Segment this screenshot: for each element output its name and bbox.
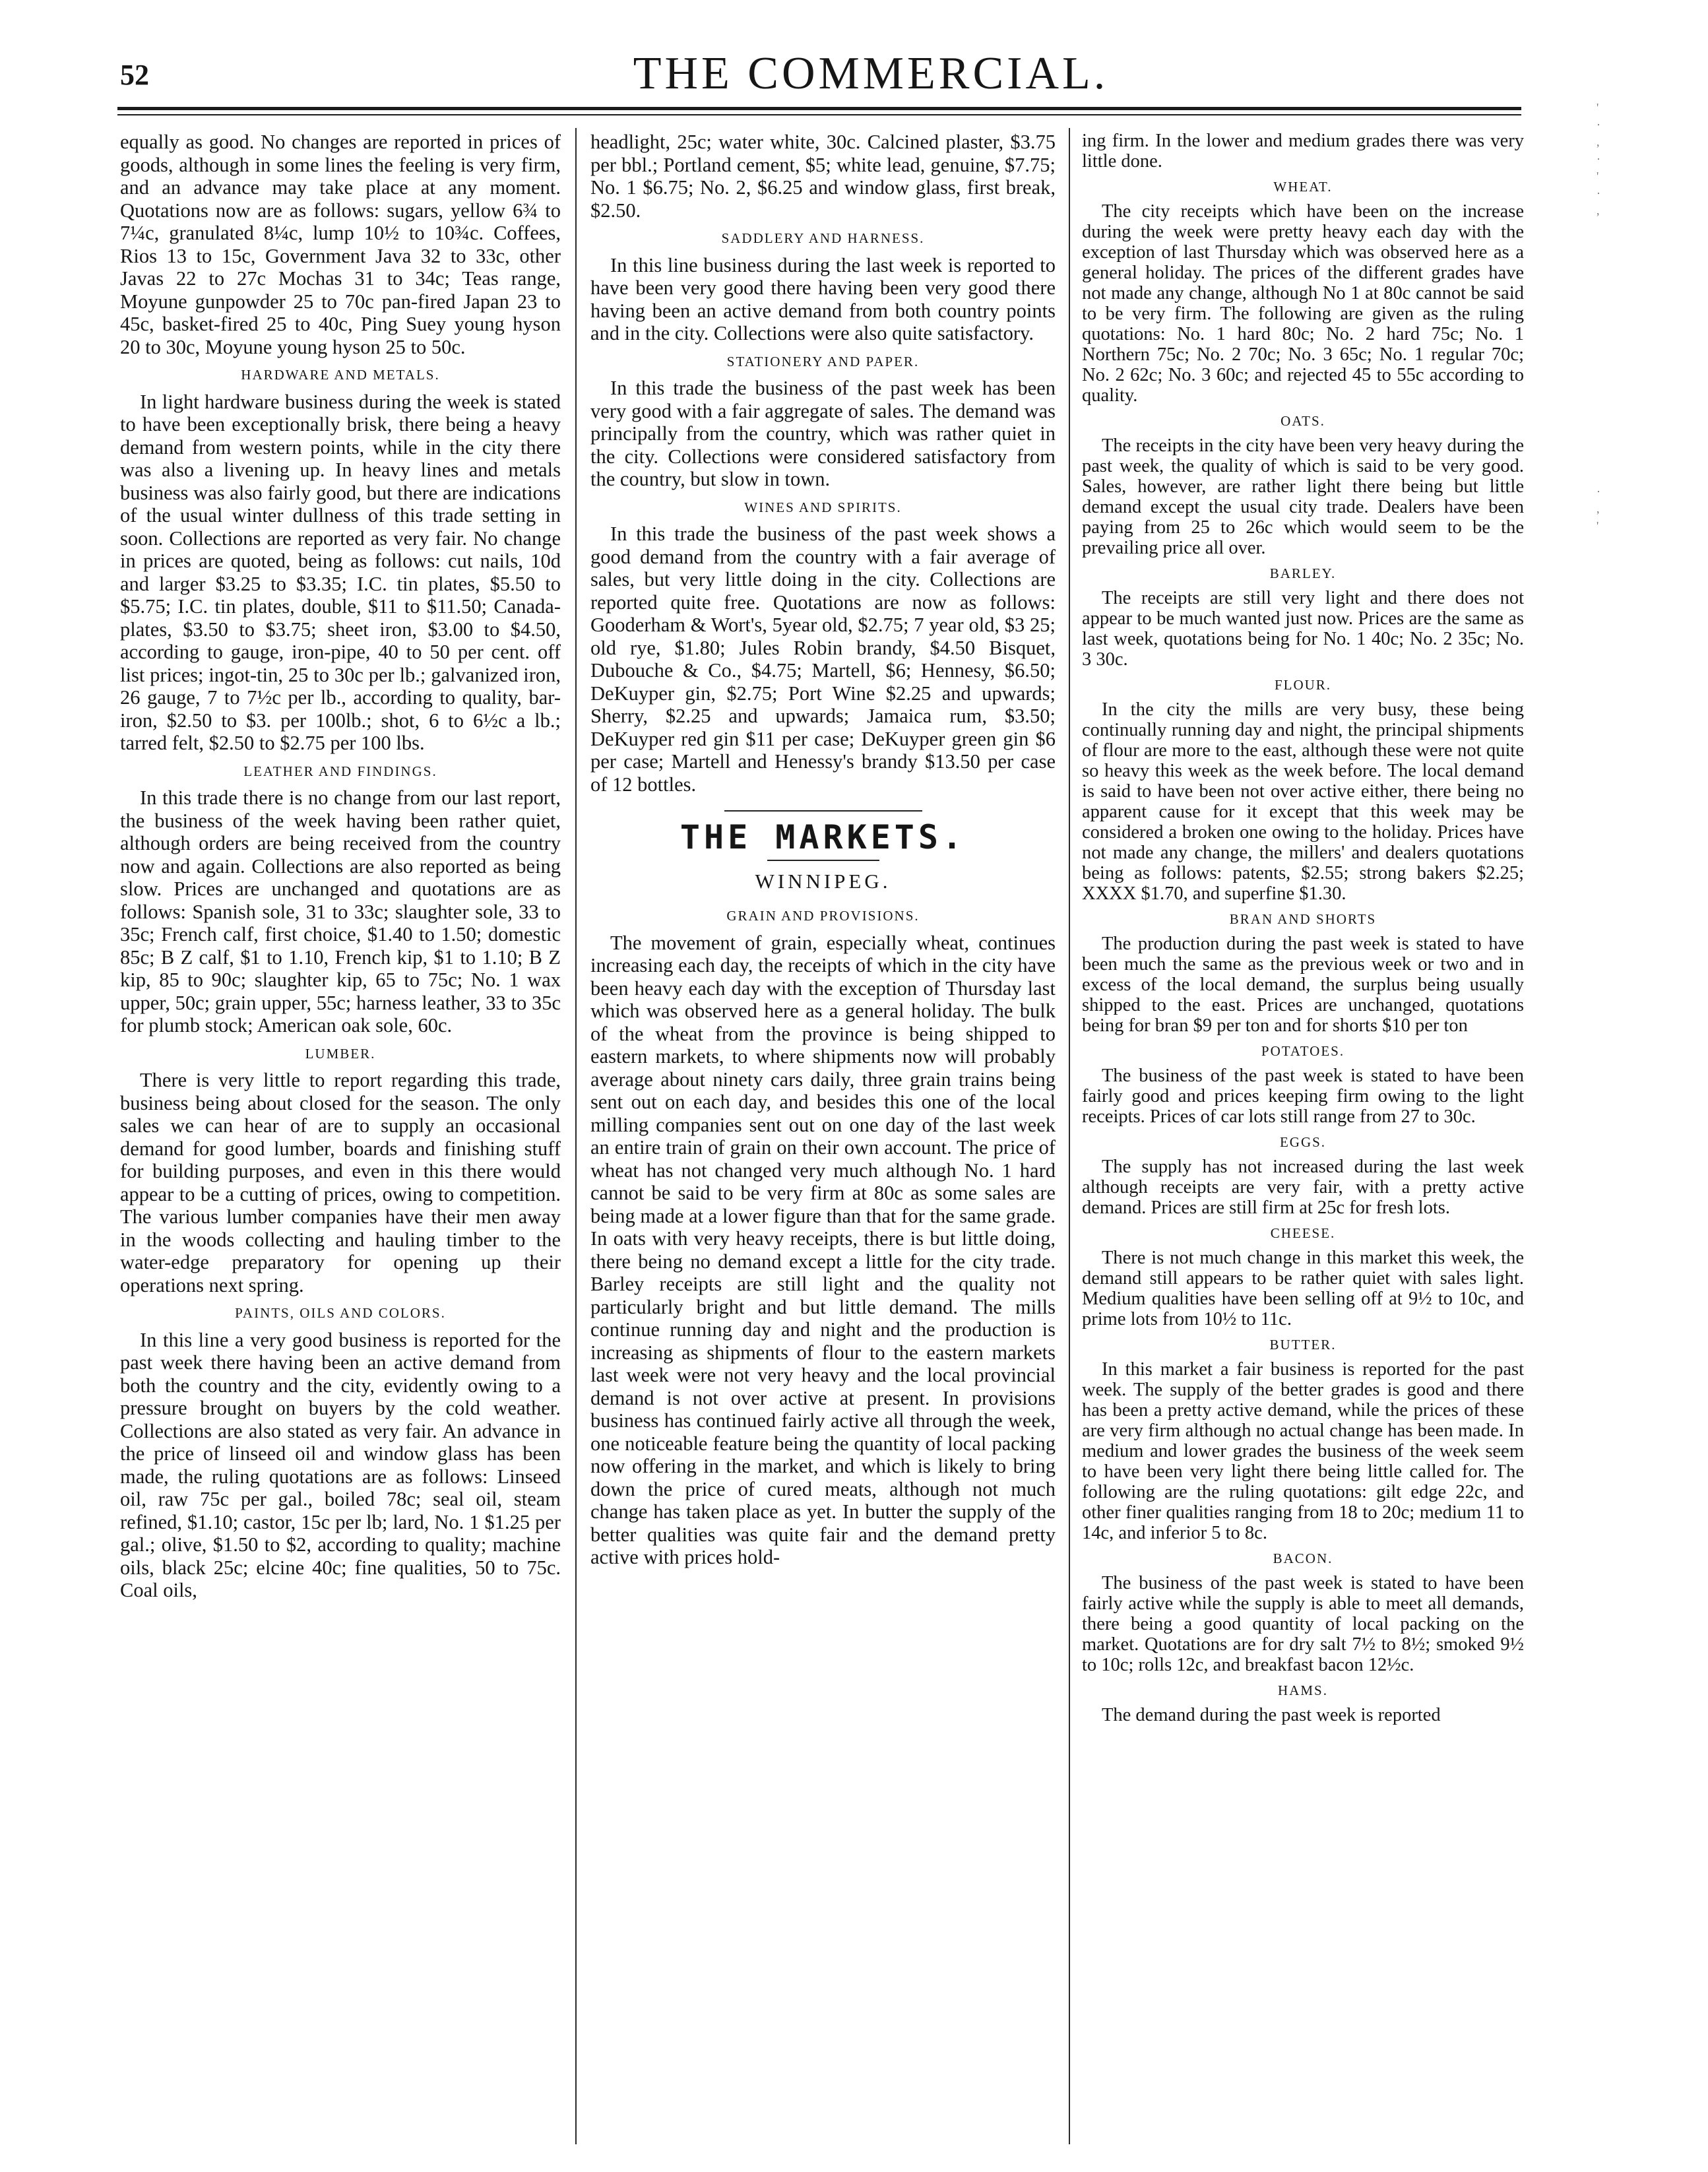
section-heading-stationery: STATIONERY AND PAPER. — [726, 353, 920, 369]
masthead-rule-thick — [117, 107, 1521, 110]
eggs-paragraph: The supply has not increased during the last week although receipts are very fair, with a pretty active demand. Prices are still firm at 25c for fresh lots. — [1082, 1157, 1524, 1218]
bacon-paragraph: The business of the past week is stated to have been fairly active while the supply is able to meet all demands, there being a good quantity of local packing on the market. Quotations are for dry salt 7½ to 8½; smoked 9½ to 10c; rolls 12c, and breakfast bacon 12½c. — [1082, 1573, 1524, 1675]
section-heading-flour: FLOUR. — [1274, 677, 1332, 693]
oats-paragraph: The receipts in the city have been very heavy during the past week, the quality of which is said to be very good. Sales, however, are rather light there being but little demand except the usual city trade. Dealers have been paying from 25 to 26c which would seem to be the prevailing price all over. — [1082, 435, 1524, 558]
markets-city: WINNIPEG. — [755, 869, 891, 893]
markets-rule-bottom — [767, 860, 879, 861]
paints-continued-paragraph: headlight, 25c; water white, 30c. Calcined plaster, $3.75 per bbl.; Portland cement, $5; white lead, genuine, $7.75; No. 1 $6.75; No. 2, $6.25 and window glass, first break, $2.50. — [590, 131, 1056, 222]
markets-rule-top — [724, 810, 922, 812]
grain-paragraph: The movement of grain, especially wheat, continues increasing each day, the receipts of which in the city have been heavy each day with the exception of Thursday last which was observed here as a general holiday. The bulk of the wheat from the province is being shipped to eastern markets, to where shipments now will probably average about ninety cars daily, three grain trains being sent out on each day, and besides this one of the local milling companies sent out on one day of the last week an entire train of grain on their own account. The price of wheat has not changed very much although No. 1 hard cannot be said to be very firm at 80c as some sales are being made at a lower figure than that for the same grade. In oats with very heavy receipts, there is but little doing, there being no demand except a little for the city trade. Barley receipts are still light and the quality not particularly bright and but little demand. The mills continue running day and night and the production is increasing as shipments of flour to the eastern markets last week were not very heavy and the local provincial demand is not over active at present. In provisions business has continued fairly active all through the week, one noticeable feature being the quantity of local packing now offering in the market, and which is likely to bring down the price of cured meats, although not much change has taken place as yet. In butter the supply of the better qualities was quite fair and the demand pretty active with prices hold- — [590, 931, 1056, 1568]
column-divider-1 — [575, 128, 577, 2144]
bran-paragraph: The production during the past week is stated to have been much the same as the previous week or two and in excess of the local demand, the surplus being usually shipped to the east. Prices are unchanged, quotations being for bran $9 per ton and for shorts $10 per ton — [1082, 934, 1524, 1036]
markets-title: THE MARKETS. — [680, 818, 966, 856]
column-3 — [1082, 131, 1524, 2150]
butter-continued-paragraph: ing firm. In the lower and medium grades there was very little done. — [1082, 131, 1524, 172]
potatoes-paragraph: The business of the past week is stated to have been fairly good and prices keeping firm owing to the light receipts. Prices of car lots still range from 27 to 30c. — [1082, 1066, 1524, 1127]
leather-paragraph: In this trade there is no change from our last report, the business of the week having been rather quiet, although orders are being received from the country now and again. Collections are also reported as being slow. Prices are unchanged and quotations are as follows: Spanish sole, 31 to 33c; slaughter sole, 33 to 35c; French calf, first choice, $1.40 to 1.50; domestic 85c; B Z calf, $1 to 1.10, French kip, $1 to 1.10; B Z kip, 85 to 90c; slaughter kip, 65 to 75c; No. 1 wax upper, 50c; grain upper, 55c; harness leather, 33 to 35c for plumb stock; American oak sole, 60c. — [120, 786, 561, 1037]
hams-paragraph: The demand during the past week is reported — [1102, 1705, 1441, 1725]
column-divider-2 — [1069, 128, 1070, 2144]
section-heading-eggs: EGGS. — [1279, 1134, 1327, 1150]
column-1 — [120, 131, 561, 2150]
section-heading-leather: LEATHER AND FINDINGS. — [243, 763, 437, 779]
wines-paragraph: In this trade the business of the past week shows a good demand from the country with a fair average of sales, but very little doing in the city. Collections are reported quite free. Quotations are now as follows: Gooderham & Wort's, 5year old, $2.75; 7 year old, $3 25; old rye, $1.80; Jules Robin brandy, $4.50 Bisquet, Dubouche & Co., $4.75; Martell, $6; Hennesy, $6.50; DeKuyper gin, $2.75; Port Wine $2.25 and upwards; Sherry, $2.25 and upwards; Jamaica rum, $3.50; DeKuyper red gin $11 per case; DeKuyper green gin $6 per case; Martell and Henessy's brandy $13.50 per case of 12 bottles. — [590, 523, 1056, 796]
section-heading-potatoes: POTATOES. — [1261, 1043, 1345, 1059]
saddlery-paragraph: In this line business during the last week is reported to have been very good there having been very good there having been an active demand from both country points and in the city. Collections were also quite satisfactory. — [590, 253, 1056, 344]
stationery-paragraph: In this trade the business of the past week has been very good with a fair aggregate of sales. The demand was principally from the country, which was rather quiet in the city. Collections were considered satisfactory from the country, but slow in town. — [590, 377, 1056, 490]
section-heading-wheat: WHEAT. — [1273, 179, 1333, 195]
page-edge-bleed-marks: ' · , · ' · , · , ' — [1597, 101, 1600, 532]
flour-paragraph: In the city the mills are very busy, these being continually running day and night, the principal shipments of flour are more to the east, although these were not quite so heavy this week as the week before. The local demand is said to have been not over active either, there being no apparent cause for it except that this week may be considered a broken one owing to the holiday. Prices have not made any change, the millers' and dealers quotations being as follows: patents, $2.55; strong bakers $2.25; XXXX $1.70, and superfine $1.30. — [1082, 699, 1524, 904]
section-heading-oats: OATS. — [1281, 413, 1325, 429]
section-heading-wines: WINES AND SPIRITS. — [744, 499, 902, 515]
section-heading-grain: GRAIN AND PROVISIONS. — [726, 908, 920, 924]
section-heading-bacon: BACON. — [1273, 1550, 1333, 1566]
barley-paragraph: The receipts are still very light and there does not appear to be much wanted just now. Prices are the same as last week, quotations being for No. 1 40c; No. 2 35c; No. 3 30c. — [1082, 588, 1524, 670]
masthead-title: THE COMMERCIAL. — [633, 48, 1109, 99]
section-heading-hams: HAMS. — [1278, 1682, 1328, 1698]
section-heading-cheese: CHEESE. — [1270, 1225, 1336, 1241]
section-heading-saddlery: SADDLERY AND HARNESS. — [721, 230, 925, 246]
section-heading-lumber: LUMBER. — [305, 1045, 376, 1062]
wheat-paragraph: The city receipts which have been on the increase during the week were pretty heavy each day with the exception of last Thursday which was observed here as a general holiday. The prices of the different grades have not made any change, although No 1 at 80c cannot be said to be very firm. The following are given as the ruling quotations: No. 1 hard 80c; No. 2 hard 75c; No. 1 Northern 75c; No. 2 70c; No. 3 65c; No. 1 regular 70c; No. 2 62c; No. 3 60c; and rejected 45 to 55c according to quality. — [1082, 201, 1524, 406]
paints-paragraph: In this line a very good business is reported for the past week there having been an active demand from both the country and the city, evidently owing to a pressure brought on buyers by the cold weather. Collections are also stated as very fair. An advance in the price of linseed oil and window glass has been made, the ruling quotations are as follows: Linseed oil, raw 75c per gal., boiled 78c; seal oil, steam refined, $1.10; castor, 15c per lb; lard, No. 1 $1.25 per gal.; olive, $1.50 to $2, according to quality; machine oils, black 25c; elcine 40c; fine qualities, 50 to 75c. Coal oils, — [120, 1328, 561, 1601]
hardware-paragraph: In light hardware business during the week is stated to have been exceptionally brisk, there being a heavy demand from western points, while in the city there was also a livening up. In heavy lines and metals business was also fairly good, but there are indications of the usual winter dullness of this trade setting in soon. Collections are reported as very fair. No change in prices are quoted, being as follows: cut nails, 10d and larger $3.25 to $3.35; I.C. tin plates, $5.50 to $5.75; I.C. tin plates, double, $11 to $11.50; Canada-plates, $3.50 to $3.75; sheet iron, $3.00 to $4.50, according to gauge, iron-pipe, 40 to 50 per cent. off list prices; ingot-tin, 25 to 30c per lb.; galvanized iron, 26 gauge, 7 to 7½c per lb., according to quality, bar-iron, $2.50 to $3. per 100lb.; shot, 6 to 6½c a lb.; tarred felt, $2.50 to $2.75 per 100 lbs. — [120, 390, 561, 754]
lumber-paragraph: There is very little to report regarding this trade, business being about closed for the season. The only sales we can hear of are to supply an occasional demand for good lumber, boards and finishing stuff for building purposes, and even in this there would appear to be a cutting of prices, owing to competition. The various lumber companies have their men away in the woods collecting and hauling timber to the water-edge preparatory for opening up their operations next spring. — [120, 1069, 561, 1296]
column-2 — [590, 131, 1056, 2150]
section-heading-paints: PAINTS, OILS AND COLORS. — [235, 1305, 446, 1321]
masthead-rule-thin — [117, 114, 1521, 115]
section-heading-bran: BRAN AND SHORTS — [1229, 911, 1377, 927]
section-heading-barley: BARLEY. — [1269, 565, 1337, 581]
page-number: 52 — [120, 59, 149, 91]
section-heading-hardware: HARDWARE AND METALS. — [241, 367, 440, 383]
butter-paragraph: In this market a fair business is reported for the past week. The supply of the better grades is good and there has been a pretty active demand, while the prices of these are very firm although no actual change has been made. In medium and lower grades the business of the week seem to have been very light there being little called for. The following are the ruling quotations: gilt edge 22c, and other finer qualities ranging from 18 to 20c; medium 11 to 14c, and inferior 5 to 8c. — [1082, 1359, 1524, 1543]
section-heading-butter: BUTTER. — [1269, 1337, 1337, 1353]
cheese-paragraph: There is not much change in this market this week, the demand still appears to be rather quiet with sales light. Medium qualities have been selling off at 9½ to 10c, and prime lots from 10½ to 11c. — [1082, 1248, 1524, 1329]
groceries-continued-paragraph: equally as good. No changes are reported in prices of goods, although in some lines the feeling is very firm, and an advance may take place at any moment. Quotations now are as follows: sugars, yellow 6¾ to 7¼c, granulated 8¼c, lump 10½ to 10¾c. Coffees, Rios 13 to 15c, Government Java 32 to 33c, other Javas 22 to 27c Mochas 31 to 34c; Teas range, Moyune gunpowder 25 to 70c pan-fired Japan 23 to 45c, basket-fired 25 to 40c, Ping Suey young hyson 20 to 30c, Moyune young hyson 25 to 50c. — [120, 131, 561, 358]
